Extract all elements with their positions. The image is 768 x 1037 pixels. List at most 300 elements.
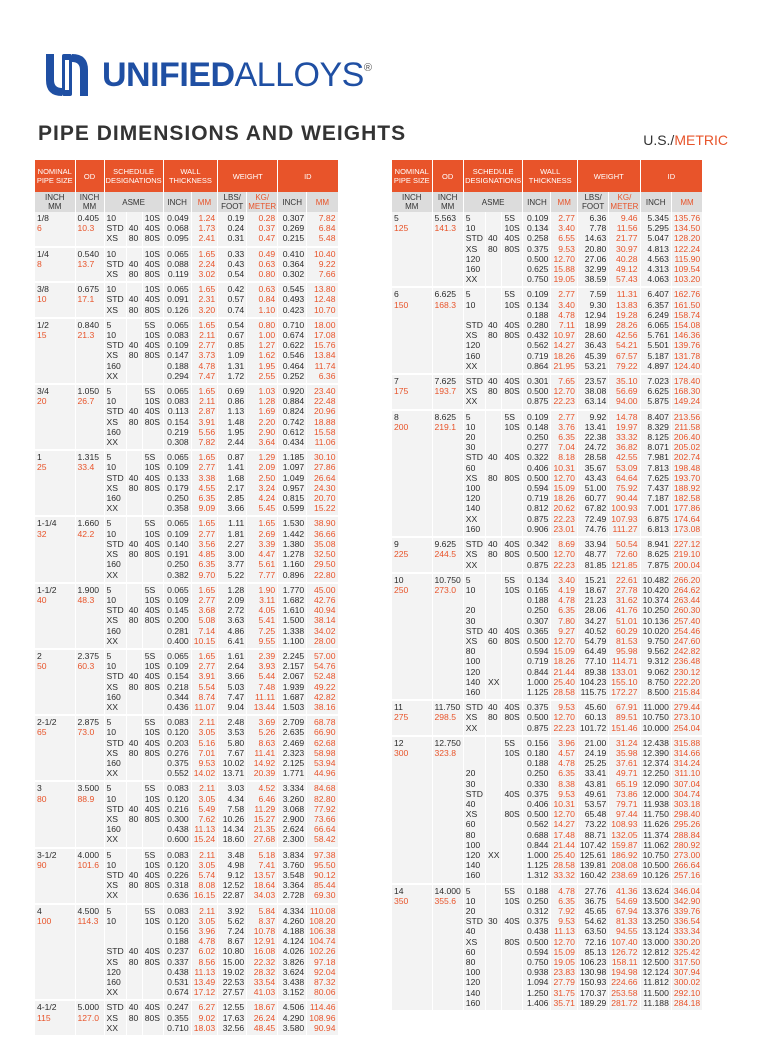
cell-idmm: 266.20 264.62 263.44 260.30 257.40 254.46 247.60 242.82 236.48 230.12 222.20 215.84 [671,573,702,700]
cell-s2: 40 80 [485,537,501,573]
cell-wmm: 6.27 9.02 18.03 [191,1000,218,1036]
size-inch: 6 [394,289,399,300]
cell-idin: 11.000 10.750 10.000 [640,700,671,736]
table-row [35,649,338,715]
cell-s2: 40 80 [126,904,142,1001]
cell-s2: 40 80 [126,212,142,247]
od-inch: 14.000 [434,885,461,896]
cell-idin: 0.545 0.493 0.423 [278,282,307,318]
cell-s3: 10S 40S 80S [142,212,163,247]
od-inch: 1.315 [77,452,100,463]
cell-nominal-size [392,287,432,374]
cell-win: 0.109 0.148 0.250 0.277 0.322 0.406 0.500 0.594 0.719 0.812 0.875 0.906 [523,410,551,537]
od-mm: 48.3 [77,594,95,605]
cell-idmm: 315.88 314.66 314.24 311.10 307.04 304.74 303.18 298.40 295.26 288.84 280.92 273.00 266.64 257.16 [671,736,702,884]
cell-kg: 14.78 19.97 33.32 36.82 42.55 53.09 64.64 75.92 90.44 100.93 107.93 111.27 [609,410,640,537]
cell-s1: STD XS XX [463,537,485,573]
cell-idin: 0.410 0.364 0.302 [278,247,307,283]
size-inch: 1-1/2 [37,584,57,595]
cell-lbs: 45.60 60.13 101.72 [577,700,608,736]
cell-idmm: 279.44 273.10 254.04 [671,700,702,736]
cell-nominal-size [35,450,75,516]
cell-idmm: 135.76 134.50 128.20 122.24 115.90 109.54 103.20 [671,212,702,287]
od-mm: 21.3 [77,330,95,341]
header-weight: WEIGHT [218,160,278,192]
cell-win: 0.301 0.500 0.875 [523,374,551,410]
cell-s1: 10 STD XS [104,282,126,318]
cell-lbs: 0.87 1.41 1.68 2.17 2.85 3.66 [218,450,247,516]
od-mm: 101.6 [77,859,100,870]
cell-idin: 8.941 8.625 7.875 [640,537,671,573]
size-inch: 4 [37,905,42,916]
od-inch: 5.000 [77,1002,100,1013]
subheader-lbs: LBS/ FOOT [577,192,608,212]
brand-logo [40,50,371,100]
cell-s3: 5S 10S 40S 80S [502,212,523,287]
cell-nominal-size [392,374,432,410]
cell-od [432,287,463,374]
cell-nominal-size [35,583,75,649]
cell-s1: 10 STD XS [104,212,126,247]
pipe-table-right [392,160,703,1012]
cell-wmm: 9.53 12.70 22.23 [551,700,578,736]
cell-idmm: 68.78 66.90 62.68 58.98 53.94 44.96 [307,715,338,781]
od-mm: 33.4 [77,462,95,473]
cell-s2: 40 80 [485,212,501,287]
size-inch: 1/4 [37,248,49,259]
cell-idin: 4.334 4.260 4.188 4.124 4.026 3.826 3.624 3.438 3.152 [278,904,307,1001]
cell-lbs: 33.94 48.77 81.85 [577,537,608,573]
size-mm: 50 [37,661,47,672]
subheader-size: INCH MM [35,192,75,212]
cell-idmm: 57.00 54.76 52.48 49.22 42.82 38.16 [307,649,338,715]
header-size: NOMINAL PIPE SIZE [35,160,75,192]
size-mm: 350 [394,895,409,906]
cell-kg: 0.63 0.84 1.10 [247,282,278,318]
size-inch: 3/8 [37,284,49,295]
cell-od [75,904,104,1001]
cell-nominal-size [35,715,75,781]
table-row [392,884,703,1011]
subheader-wall-mm: MM [551,192,578,212]
cell-lbs: 12.55 17.63 32.56 [218,1000,247,1036]
size-inch: 7 [394,376,399,387]
subheader-id-mm: MM [671,192,702,212]
cell-od [75,247,104,283]
cell-od [75,318,104,384]
od-inch: 0.540 [77,248,100,259]
cell-win: 0.134 0.165 0.188 0.250 0.307 0.365 0.500 0.594 0.719 0.844 1.000 1.125 [523,573,551,700]
cell-kg: 50.54 72.60 121.85 [609,537,640,573]
cell-idin: 8.407 8.329 8.125 8.071 7.981 7.813 7.625 7.437 7.187 7.001 6.875 6.813 [640,410,671,537]
cell-nominal-size [35,384,75,450]
size-inch: 3 [37,783,42,794]
cell-s1: 5 10 20 30 STD 60 XS 100 120 140 XX 160 [463,410,485,537]
cell-s2: 40 80 [485,410,501,537]
cell-lbs: 2.48 3.53 5.80 7.67 10.02 13.71 [218,715,247,781]
cell-wmm: 2.11 3.05 3.96 4.78 6.02 8.56 11.13 13.49 17.12 [191,904,218,1001]
cell-win: 0.188 0.250 0.312 0.375 0.438 0.500 0.594 0.750 0.938 1.094 1.250 1.406 [523,884,551,1011]
cell-idin: 1.530 1.442 1.380 1.278 1.160 0.896 [278,516,307,582]
od-inch: 1.050 [77,386,100,397]
od-mm: 42.2 [77,528,95,539]
table-row [35,318,338,384]
subheader-od: INCH MM [432,192,463,212]
cell-lbs: 3.48 4.98 9.12 12.52 22.87 [218,848,247,904]
size-mm: 80 [37,793,47,804]
cell-s1: STD XS XX [463,700,485,736]
cell-kg: 67.91 89.51 151.46 [609,700,640,736]
cell-s2: 40 80 [126,282,142,318]
cell-idin: 7.023 6.625 5.875 [640,374,671,410]
units-label: U.S./METRIC [643,132,728,148]
header-wall: WALL THICKNESS [163,160,218,192]
cell-kg: 18.67 26.24 48.45 [247,1000,278,1036]
cell-wmm: 1.65 2.31 3.20 [191,282,218,318]
pipe-table-left [35,160,339,1037]
cell-lbs: 0.19 0.24 0.31 [218,212,247,247]
size-mm: 6 [37,223,42,234]
od-inch: 0.675 [77,284,100,295]
subheader-asme: ASME [463,192,523,212]
cell-nominal-size [35,848,75,904]
size-mm: 300 [394,747,409,758]
size-mm: 250 [394,584,409,595]
cell-wmm: 1.65 2.77 3.91 5.54 8.74 11.07 [191,649,218,715]
table-row [35,904,338,1001]
cell-idmm: 227.12 219.10 200.04 [671,537,702,573]
subheader-asme: ASME [104,192,163,212]
header-size: NOMINAL PIPE SIZE [392,160,432,192]
cell-wmm: 1.65 2.77 3.68 5.08 7.14 10.15 [191,583,218,649]
size-inch: 11 [394,702,403,713]
cell-s3: 5S 10S 40S 80S [142,781,163,847]
cell-win: 0.342 0.500 0.875 [523,537,551,573]
cell-s3: 5S 10S 40S 80S [142,318,163,384]
cell-lbs: 1.61 2.64 3.66 5.03 7.47 9.04 [218,649,247,715]
cell-idin: 5.345 5.295 5.047 4.813 4.563 4.313 4.063 [640,212,671,287]
cell-wmm: 1.65 2.77 3.56 4.85 6.35 9.70 [191,516,218,582]
cell-lbs: 0.42 0.57 0.74 [218,282,247,318]
subheader-wall-inch: INCH [523,192,551,212]
size-mm: 175 [394,386,409,397]
cell-nominal-size [392,884,432,1011]
cell-lbs: 7.59 9.30 12.94 18.99 28.60 36.43 45.39 53.21 [577,287,608,374]
cell-kg: 0.80 1.00 1.27 1.62 1.95 2.55 [247,318,278,384]
cell-win: 0.049 0.068 0.095 [163,212,191,247]
od-mm: 323.8 [434,747,457,758]
od-inch: 4.500 [77,905,100,916]
cell-idmm: 178.40 168.30 149.24 [671,374,702,410]
cell-idmm: 18.00 17.08 15.76 13.84 11.74 6.36 [307,318,338,384]
subheader-kg: KG/ METER [248,193,277,211]
size-mm: 90 [37,859,47,870]
od-inch: 12.750 [434,737,461,748]
od-inch: 1.660 [77,518,100,529]
cell-idmm: 30.10 27.86 26.64 24.30 20.70 15.22 [307,450,338,516]
cell-idin: 6.407 6.357 6.249 6.065 5.761 5.501 5.187 4.897 [640,287,671,374]
header-od: OD [432,160,463,192]
od-inch: 0.405 [77,213,100,223]
cell-wmm: 1.65 2.11 2.77 3.73 4.78 7.47 [191,318,218,384]
cell-s1: 5 10 STD XS 160 XX [104,318,126,384]
size-inch: 9 [394,539,399,550]
od-mm: 355.6 [434,895,457,906]
cell-lbs: 3.92 5.62 7.24 8.67 10.80 15.00 19.02 22.53 27.57 [218,904,247,1001]
header-weight: WEIGHT [577,160,640,192]
od-inch: 10.750 [434,574,461,585]
size-inch: 1/8 [37,213,49,223]
cell-nominal-size [35,516,75,582]
size-inch: 2-1/2 [37,717,57,728]
od-mm: 168.3 [434,299,457,310]
page-title: PIPE DIMENSIONS AND WEIGHTS [38,122,407,145]
subheader-id-mm: MM [307,192,338,212]
cell-s3: 40S 80S [502,374,523,410]
od-mm: 141.3 [434,223,457,234]
od-mm: 114.3 [77,915,99,926]
cell-s2: 40 80 [126,516,142,582]
size-mm: 65 [37,727,47,738]
size-mm: 115 [37,1012,51,1023]
size-mm: 20 [37,396,47,407]
cell-s2: 40 80 [126,384,142,450]
cell-od [432,212,463,287]
brand-name: UNIFIEDALLOYS® [102,55,372,94]
cell-s2: 30 [485,884,501,1011]
cell-win: 0.083 0.120 0.216 0.300 0.438 0.600 [163,781,191,847]
cell-s3: 5S 10S 40S 80S [502,884,523,1011]
cell-s3: 5S 10S 40S 80S [142,848,163,904]
cell-s2: 40 80 [485,700,501,736]
table-row [392,287,703,374]
od-inch: 4.000 [77,849,100,860]
cell-nominal-size [35,282,75,318]
cell-s3: 5S 10S 40S 80S [142,583,163,649]
cell-kg: 11.31 13.83 19.28 28.26 42.56 54.21 67.57 79.22 [609,287,640,374]
cell-s2: 40 80 [126,247,142,283]
od-inch: 3.500 [77,783,100,794]
od-inch: 9.625 [434,539,457,550]
cell-s3: 5S 10S 40S 80S [142,904,163,1001]
cell-s1: STD XS XX [104,1000,126,1036]
cell-idin: 13.624 13.500 13.376 13.250 13.124 13.000 12.812 12.500 12.124 11.812 11.500 11.188 [640,884,671,1011]
cell-s3: 40S 80S [502,700,523,736]
cell-win: 0.065 0.109 0.145 0.200 0.281 0.400 [163,583,191,649]
subheader-id-inch: INCH [640,192,671,212]
table-row [35,450,338,516]
cell-idmm: 162.76 161.50 158.74 154.08 146.36 139.76 131.78 124.40 [671,287,702,374]
size-mm: 32 [37,528,47,539]
cell-win: 0.065 0.083 0.109 0.147 0.188 0.294 [163,318,191,384]
od-inch: 2.875 [77,717,100,728]
cell-win: 0.156 0.180 0.188 0.250 0.330 0.375 0.406 0.500 0.562 0.688 0.844 1.000 1.125 1.312 [523,736,551,884]
size-mm: 10 [37,294,47,305]
cell-od [75,649,104,715]
cell-nominal-size [392,410,432,537]
table-row [392,537,703,573]
cell-idmm: 84.68 82.80 77.92 73.66 66.64 58.42 [307,781,338,847]
cell-kg: 1.90 3.11 4.05 5.41 7.25 9.55 [247,583,278,649]
od-mm: 13.7 [77,258,95,269]
table-row [392,212,703,287]
od-mm: 273.0 [434,584,457,595]
cell-idin: 3.334 3.260 3.068 2.900 2.624 2.300 [278,781,307,847]
od-mm: 73.0 [77,727,95,738]
od-inch: 6.625 [434,289,457,300]
size-mm: 150 [394,299,409,310]
size-mm: 100 [37,915,52,926]
cell-s2: 40 80 [126,715,142,781]
cell-lbs: 0.69 0.86 1.13 1.48 1.95 2.44 [218,384,247,450]
cell-kg: 0.28 0.37 0.47 [247,212,278,247]
od-mm: 60.3 [77,661,95,672]
cell-wmm: 1.65 2.11 2.87 3.91 5.56 7.82 [191,384,218,450]
cell-lbs: 3.03 4.34 7.58 10.26 14.34 18.60 [218,781,247,847]
cell-idmm: 110.08 108.20 106.38 104.74 102.26 97.18 92.04 87.32 80.06 [307,904,338,1001]
cell-idmm: 38.90 36.66 35.08 32.50 29.50 22.80 [307,516,338,582]
cell-s2: 40 80 [485,287,501,374]
cell-s3: 5S 10S 40S 80S [142,384,163,450]
cell-win: 0.109 0.134 0.188 0.280 0.432 0.562 0.719 0.864 [523,287,551,374]
cell-win: 0.065 0.088 0.119 [163,247,191,283]
subheader-wall-inch: INCH [163,192,191,212]
cell-s1: 5 10 20 STD 40 XS 60 80 100 120 140 160 [463,884,485,1011]
cell-nominal-size [392,537,432,573]
cell-lbs: 15.21 18.67 21.23 28.06 34.27 40.52 54.79 64.49 77.10 89.38 104.23 115.75 [577,573,608,700]
table-row [35,384,338,450]
cell-nominal-size [35,649,75,715]
cell-lbs: 1.28 2.09 2.72 3.63 4.86 6.41 [218,583,247,649]
cell-s3: 5S 10S 40S 80S [142,649,163,715]
cell-s3: 5S 10S 40S 80S [142,450,163,516]
cell-idmm: 23.40 22.48 20.96 18.88 15.58 11.06 [307,384,338,450]
cell-wmm: 2.11 3.05 5.16 7.01 9.53 14.02 [191,715,218,781]
size-inch: 4-1/2 [37,1002,57,1013]
cell-kg: 5.84 8.37 10.78 12.91 16.08 22.32 28.32 33.54 41.03 [247,904,278,1001]
cell-idmm: 346.04 342.90 339.76 336.54 333.34 330.20 325.42 317.50 307.94 300.02 292.10 284.18 [671,884,702,1011]
cell-idin: 3.834 3.760 3.548 3.364 2.728 [278,848,307,904]
table-row [35,516,338,582]
cell-nominal-size [35,318,75,384]
cell-idin: 0.307 0.269 0.215 [278,212,307,247]
cell-s2: 40 80 [485,374,501,410]
cell-s2: XX [485,736,501,884]
cell-s3: 40S 80S [502,537,523,573]
cell-od [432,537,463,573]
cell-od [75,715,104,781]
cell-s1: STD XS XX [463,374,485,410]
cell-s1: 10 STD XS [104,247,126,283]
size-inch: 3/4 [37,386,49,397]
table-row [35,715,338,781]
cell-idmm: 114.46 108.96 90.94 [307,1000,338,1036]
header-schedule: SCHEDULE DESIGNATIONS [104,160,163,192]
cell-s1: 5 10 STD XS 160 XX [104,583,126,649]
cell-lbs: 21.00 24.19 25.25 33.41 43.81 49.61 53.57 65.48 73.22 88.71 107.42 125.61 139.81 160.42 [577,736,608,884]
cell-s1: 5 10 20 30 STD XS 80 100 120 140 160 [463,573,485,700]
cell-wmm: 2.11 3.05 5.74 8.08 16.15 [191,848,218,904]
cell-lbs: 27.76 36.75 45.65 54.62 63.50 72.16 85.13 106.23 130.98 150.93 170.37 189.29 [577,884,608,1011]
cell-idmm: 13.80 12.48 10.70 [307,282,338,318]
cell-s1: 5 10 STD XS 160 XX [104,450,126,516]
cell-kg: 0.49 0.63 0.80 [247,247,278,283]
cell-kg: 9.46 11.56 21.77 30.97 40.28 49.12 57.43 [609,212,640,287]
cell-nominal-size [35,247,75,283]
table-row [392,410,703,537]
table-row [392,374,703,410]
cell-idmm: 45.00 42.76 40.94 38.14 34.02 28.00 [307,583,338,649]
cell-nominal-size [392,212,432,287]
cell-s1: 5 10 STD XS 120 160 XX [463,287,485,374]
cell-idin: 2.245 2.157 2.067 1.939 1.687 1.503 [278,649,307,715]
cell-kg: 22.61 27.78 31.62 41.76 51.01 60.29 81.53 95.98 114.71 133.01 155.10 172.27 [609,573,640,700]
cell-od [75,781,104,847]
size-mm: 8 [37,258,42,269]
cell-s3: 5S 10S 40S 80S [142,715,163,781]
header-schedule: SCHEDULE DESIGNATIONS [463,160,523,192]
size-mm: 200 [394,421,409,432]
cell-od [75,282,104,318]
cell-od [432,736,463,884]
cell-od [75,450,104,516]
table-row [392,700,703,736]
od-mm: 10.3 [77,223,95,234]
cell-win: 0.065 0.109 0.140 0.191 0.250 0.382 [163,516,191,582]
header-id: ID [278,160,338,192]
cell-idin: 1.185 1.097 1.049 0.957 0.815 0.599 [278,450,307,516]
cell-s2: 40 80 [126,450,142,516]
cell-od [432,374,463,410]
cell-s1: 5 10 STD XS 160 XX [104,781,126,847]
cell-idin: 1.770 1.682 1.610 1.500 1.338 1.100 [278,583,307,649]
header-wall: WALL THICKNESS [523,160,578,192]
cell-idin: 0.920 0.884 0.824 0.742 0.612 0.434 [278,384,307,450]
cell-win: 0.375 0.500 0.875 [523,700,551,736]
cell-wmm: 1.24 1.73 2.41 [191,212,218,247]
cell-kg: 31.24 35.98 37.61 49.71 65.19 73.86 79.71 97.44 108.93 132.05 159.87 186.92 208.08 238.69 [609,736,640,884]
size-inch: 12 [394,737,404,748]
od-mm: 244.5 [434,549,457,560]
cell-kg: 5.18 7.41 13.57 18.64 34.03 [247,848,278,904]
cell-s1: 5 10 STD XS 120 160 XX [463,212,485,287]
cell-win: 0.065 0.091 0.126 [163,282,191,318]
cell-nominal-size [35,904,75,1001]
cell-od [432,573,463,700]
cell-od [75,1000,104,1036]
cell-kg: 4.52 6.46 11.29 15.27 21.35 27.68 [247,781,278,847]
subheader-wall-mm: MM [191,192,218,212]
cell-wmm: 2.77 3.40 4.78 7.11 10.97 14.27 18.26 21.95 [551,287,578,374]
cell-idmm: 7.82 6.84 5.48 [307,212,338,247]
cell-wmm: 1.65 2.24 3.02 [191,247,218,283]
cell-s1: 5 10 STD XS 120 160 XX [104,904,126,1001]
cell-idmm: 213.56 211.58 206.40 205.02 202.74 198.48 193.70 188.92 182.58 177.86 174.64 173.08 [671,410,702,537]
cell-s2: 40 80 [126,848,142,904]
cell-lbs: 0.54 0.67 0.85 1.09 1.31 1.72 [218,318,247,384]
cell-win: 0.065 0.109 0.133 0.179 0.250 0.358 [163,450,191,516]
size-mm: 275 [394,712,409,723]
size-mm: 225 [394,549,409,560]
cell-lbs: 0.33 0.43 0.54 [218,247,247,283]
cell-lbs: 9.92 13.41 22.38 24.72 28.58 35.67 43.43 51.00 60.77 67.82 72.49 74.76 [577,410,608,537]
cell-idin: 12.438 12.390 12.374 12.250 12.090 12.000 11.938 11.750 11.626 11.374 11.062 10.750 10.500 10.126 [640,736,671,884]
cell-s1: 5 10 STD XS 160 XX [104,715,126,781]
cell-od [75,583,104,649]
cell-idmm: 10.40 9.22 7.66 [307,247,338,283]
cell-win: 0.109 0.134 0.258 0.375 0.500 0.625 0.750 [523,212,551,287]
cell-kg: 1.65 2.69 3.39 4.47 5.61 7.77 [247,516,278,582]
